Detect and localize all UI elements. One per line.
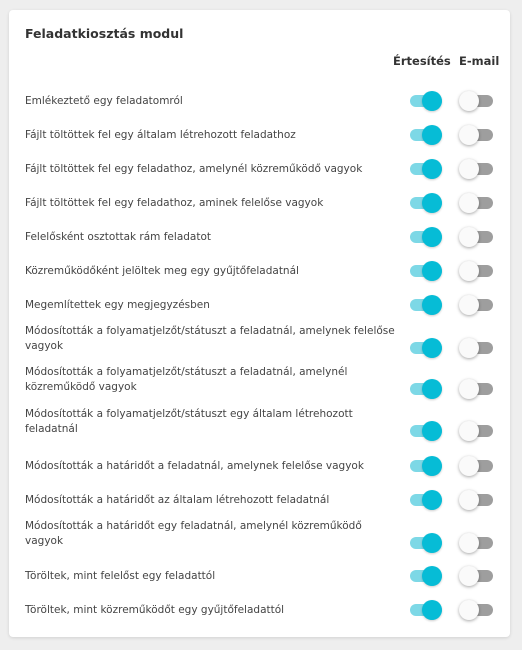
toggle-thumb	[459, 421, 479, 441]
toggle-thumb	[459, 295, 479, 315]
setting-label: Megemlítettek egy megjegyzésben	[25, 299, 210, 311]
email-toggle[interactable]	[459, 566, 493, 586]
toggle-thumb	[459, 456, 479, 476]
toggle-thumb	[422, 421, 442, 441]
setting-label: Módosították a határidőt a feladatnál, amelynek felelőse vagyok	[25, 460, 364, 472]
toggle-thumb	[422, 456, 442, 476]
email-toggle[interactable]	[459, 261, 493, 281]
setting-label: Módosították a határidőt egy feladatnál, amelynél közreműködő vagyok	[25, 520, 362, 547]
notification-toggle[interactable]	[408, 227, 442, 247]
setting-label: Fájlt töltöttek fel egy feladathoz, amelynél közreműködő vagyok	[25, 163, 363, 175]
toggle-thumb	[422, 193, 442, 213]
email-toggle[interactable]	[459, 600, 493, 620]
notification-toggle[interactable]	[408, 159, 442, 179]
toggle-thumb	[422, 379, 442, 399]
toggle-thumb	[459, 159, 479, 179]
notification-toggle[interactable]	[408, 421, 442, 441]
email-toggle[interactable]	[459, 227, 493, 247]
setting-label: Töröltek, mint közreműködőt egy gyűjtőfeladattól	[25, 604, 285, 616]
toggle-thumb	[422, 159, 442, 179]
setting-label: Módosították a határidőt az általam létrehozott feladatnál	[25, 494, 330, 506]
setting-label: Közreműködőként jelöltek meg egy gyűjtőfeladatnál	[25, 265, 299, 277]
setting-label: Fájlt töltöttek fel egy általam létrehozott feladathoz	[25, 129, 296, 141]
toggle-thumb	[422, 125, 442, 145]
toggle-thumb	[422, 338, 442, 358]
email-toggle[interactable]	[459, 421, 493, 441]
toggle-thumb	[422, 566, 442, 586]
toggle-thumb	[422, 91, 442, 111]
notification-toggle[interactable]	[408, 600, 442, 620]
toggle-thumb	[422, 295, 442, 315]
notification-toggle[interactable]	[408, 91, 442, 111]
notification-toggle[interactable]	[408, 193, 442, 213]
email-toggle[interactable]	[459, 379, 493, 399]
toggle-thumb	[459, 379, 479, 399]
notification-toggle[interactable]	[408, 338, 442, 358]
email-toggle[interactable]	[459, 91, 493, 111]
toggle-thumb	[422, 261, 442, 281]
toggle-thumb	[459, 490, 479, 510]
notification-toggle[interactable]	[408, 295, 442, 315]
notification-toggle[interactable]	[408, 566, 442, 586]
email-toggle[interactable]	[459, 338, 493, 358]
setting-label: Fájlt töltöttek fel egy feladathoz, aminek felelőse vagyok	[25, 197, 324, 209]
notification-toggle[interactable]	[408, 125, 442, 145]
toggle-thumb	[422, 227, 442, 247]
setting-label: Töröltek, mint felelőst egy feladattól	[25, 570, 216, 582]
notification-toggle[interactable]	[408, 379, 442, 399]
email-toggle[interactable]	[459, 490, 493, 510]
toggle-thumb	[459, 566, 479, 586]
toggle-thumb	[422, 533, 442, 553]
toggle-thumb	[459, 193, 479, 213]
notification-column-header: Értesítés	[393, 54, 451, 68]
setting-label: Módosították a folyamatjelzőt/státuszt a feladatnál, amelynek felelőse vagyok	[25, 325, 395, 352]
toggle-thumb	[459, 600, 479, 620]
email-toggle[interactable]	[459, 193, 493, 213]
setting-label: Felelősként osztottak rám feladatot	[25, 231, 212, 243]
setting-label: Módosították a folyamatjelzőt/státuszt egy általam létrehozott feladatnál	[25, 408, 353, 435]
email-toggle[interactable]	[459, 125, 493, 145]
email-toggle[interactable]	[459, 295, 493, 315]
notification-toggle[interactable]	[408, 456, 442, 476]
toggle-thumb	[422, 490, 442, 510]
setting-label: Emlékeztető egy feladatomról	[25, 95, 183, 107]
toggle-thumb	[459, 125, 479, 145]
email-column-header: E-mail	[459, 54, 500, 68]
notification-toggle[interactable]	[408, 490, 442, 510]
toggle-thumb	[422, 600, 442, 620]
toggle-thumb	[459, 227, 479, 247]
notification-toggle[interactable]	[408, 261, 442, 281]
email-toggle[interactable]	[459, 456, 493, 476]
module-title: Feladatkiosztás modul	[25, 26, 184, 41]
toggle-thumb	[459, 338, 479, 358]
toggle-thumb	[459, 261, 479, 281]
setting-label: Módosították a folyamatjelzőt/státuszt a feladatnál, amelynél közreműködő vagyok	[25, 366, 348, 393]
email-toggle[interactable]	[459, 159, 493, 179]
notification-settings-card	[9, 10, 510, 637]
email-toggle[interactable]	[459, 533, 493, 553]
toggle-thumb	[459, 91, 479, 111]
toggle-thumb	[459, 533, 479, 553]
notification-toggle[interactable]	[408, 533, 442, 553]
